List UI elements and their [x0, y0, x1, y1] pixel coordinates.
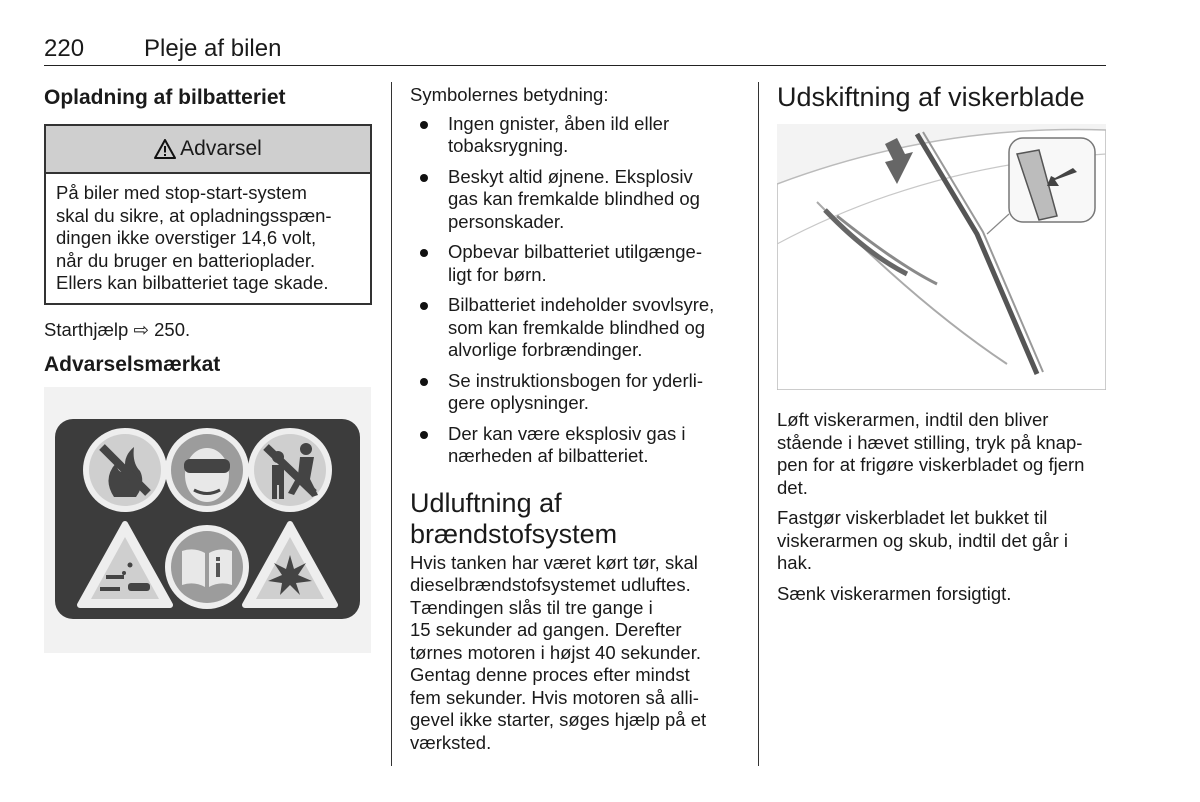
- warning-label-graphic: [44, 387, 371, 653]
- column-divider: [391, 82, 392, 766]
- body-line: det.: [777, 476, 808, 498]
- list-line: nærheden af bilbatteriet.: [448, 445, 649, 466]
- list-line: ligt for børn.: [448, 263, 547, 285]
- chapter-title: Pleje af bilen: [144, 35, 282, 62]
- warning-triangle-icon: [154, 139, 176, 159]
- body-line: Løft viskerarmen, indtil den bliver: [777, 409, 1049, 430]
- wiper-illustration: [777, 124, 1106, 390]
- body-paragraph: [777, 507, 1107, 575]
- list-item: [410, 241, 750, 286]
- eye-protection-icon: [165, 428, 249, 512]
- body-line: fem sekunder. Hvis motoren så alli-: [410, 686, 699, 708]
- bullet-icon: [420, 378, 428, 386]
- list-line: personskader.: [448, 210, 565, 232]
- no-fire-icon: [83, 428, 167, 512]
- body-line: tørnes motoren i højst 40 sekunder.: [410, 641, 701, 663]
- crossref-arrow-icon: ⇨: [133, 318, 149, 340]
- crossref-text: Starthjælp: [44, 318, 129, 340]
- body-line: Gentag denne proces efter mindst: [410, 664, 690, 686]
- read-manual-icon: [165, 525, 249, 609]
- list-item: [410, 166, 750, 234]
- body-line: pen for at frigøre viskerbladet og fjern: [777, 454, 1085, 475]
- body-line: hak.: [777, 552, 812, 573]
- body-paragraph: [410, 552, 750, 755]
- bullet-icon: [420, 121, 428, 129]
- list-line: Se instruktionsbogen for yderli-: [448, 369, 704, 391]
- page-number: 220: [44, 35, 85, 62]
- body-paragraph: [777, 583, 1107, 606]
- left-column: [44, 82, 372, 377]
- warning-text: [46, 174, 370, 303]
- list-line: Opbevar bilbatteriet utilgænge-: [448, 241, 703, 262]
- list-item: [410, 294, 750, 362]
- wiper-figure: [777, 124, 1106, 390]
- body-line: Sænk viskerarmen forsigtigt.: [777, 582, 1012, 604]
- warning-line: skal du sikre, at opladningsspæn-: [56, 204, 332, 226]
- page-header: [44, 35, 1106, 66]
- crossref-page: 250.: [154, 318, 191, 340]
- list-line: Ingen gnister, åben ild eller: [448, 112, 670, 134]
- list-line: tobaksrygning.: [448, 135, 569, 156]
- warning-label-figure: [44, 387, 371, 653]
- bullet-icon: [420, 249, 428, 257]
- title-line: Udluftning af: [410, 487, 562, 518]
- bullet-icon: [420, 431, 428, 439]
- warning-title: Advarsel: [180, 137, 262, 161]
- list-line: som kan fremkalde blindhed og: [448, 316, 706, 338]
- list-line: gas kan fremkalde blindhed og: [448, 188, 700, 209]
- right-column: [777, 82, 1107, 113]
- warning-line: Ellers kan bilbatteriet tage skade.: [56, 272, 329, 294]
- bullet-icon: [420, 174, 428, 182]
- section-title: [410, 488, 750, 550]
- body-line: Hvis tanken har været kørt tør, skal: [410, 551, 698, 573]
- body-line: 15 sekunder ad gangen. Derefter: [410, 619, 682, 641]
- column-divider: [758, 82, 759, 766]
- middle-column: [410, 82, 750, 754]
- body-line: viskerarmen og skub, indtil det går i: [777, 529, 1068, 551]
- warning-line: På biler med stop-start-system: [56, 182, 307, 204]
- body-paragraph: [777, 409, 1107, 499]
- body-line: Fastgør viskerbladet let bukket til: [777, 507, 1048, 528]
- bullet-icon: [420, 302, 428, 310]
- body-line: værksted.: [410, 731, 492, 753]
- body-line: Tændingen slås til tre gange i: [410, 596, 653, 618]
- list-item: [410, 113, 750, 158]
- list-line: gere oplysninger.: [448, 392, 589, 413]
- list-line: Bilbatteriet indeholder svovlsyre,: [448, 294, 715, 315]
- list-item: [410, 370, 750, 415]
- body-line: stående i hævet stilling, tryk på knap-: [777, 431, 1083, 453]
- warning-line: dingen ikke overstiger 14,6 volt,: [56, 227, 317, 249]
- warning-header: [46, 126, 370, 174]
- keep-children-away-icon: [248, 428, 332, 512]
- body-line: gevel ikke starter, søges hjælp på et: [410, 709, 707, 731]
- list-line: alvorlige forbrændinger.: [448, 339, 643, 360]
- list-line: Der kan være eksplosiv gas i: [448, 422, 686, 444]
- cross-reference[interactable]: [44, 319, 372, 342]
- subsection-title: Advarselsmærkat: [44, 353, 221, 377]
- warning-line: når du bruger en batterioplader.: [56, 249, 316, 271]
- section-title: Udskiftning af viskerblade: [777, 82, 1085, 112]
- section-title: Opladning af bilbatteriet: [44, 86, 286, 109]
- right-text: [777, 409, 1107, 605]
- list-line: Beskyt altid øjnene. Eksplosiv: [448, 165, 693, 187]
- symbols-intro: Symbolernes betydning:: [410, 84, 609, 105]
- symbol-list: [410, 113, 750, 468]
- list-item: [410, 423, 750, 468]
- title-line: brændstofsystem: [410, 518, 618, 549]
- body-line: dieselbrændstofsystemet udluftes.: [410, 574, 691, 596]
- warning-box: [44, 124, 372, 305]
